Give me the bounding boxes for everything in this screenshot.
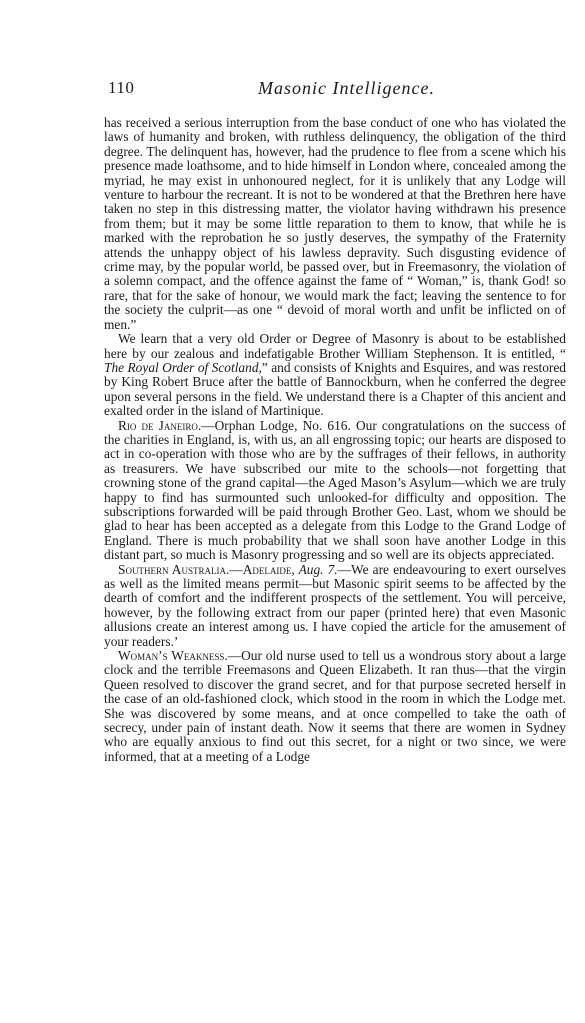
paragraph-rio-de-janeiro	[104, 419, 566, 563]
paragraph-text: ” and consists of Knights and Esquires, and was restored by King Robert Bruce after the battle of Bannockburn, when he conferred the degree upon several persons in the field. We understand there is a Chapter of this ancient and exalted order in the island of Martinique.	[104, 359, 566, 419]
page-header	[106, 78, 568, 102]
place-heading: —Adelaide,	[229, 561, 295, 577]
paragraph-text: —Our old nurse used to tell us a wondrous story about a large clock and the terrible Freemasons and Queen Elizabeth. It ran thus—that the virgin Queen resolved to discover the grand secret, and for that purpose secreted herself in the case of an old-fashioned clock, which stood in the room in which the Lodge met. She was discovered by some means, and at once compelled to take the oath of secrecy, under pain of instant death. Now it seems that there are women in Sydney who are equally anxious to find out this secret, for a night or two since, we were informed, that at a meeting of a Lodge	[104, 648, 567, 764]
dateline: Aug. 7.	[294, 561, 338, 577]
order-title: The Royal Order of Scotland,	[104, 359, 262, 375]
section-heading: Rio de Janeiro.	[118, 417, 202, 433]
paragraph-text: —We are endeavouring to exert ourselves as well as the limited means permit—but Masonic spirit seems to be affected by the dearth of comfort and the indifferent prospects of the settlement. You will perceive, however, by the following extract from our paper (printed here) that even Masonic allusions create an interest among us. I have copied the article for the amusement of your readers.’	[104, 561, 566, 649]
paragraph-southern-australia	[104, 563, 566, 649]
paragraph-womans-weakness	[104, 649, 566, 764]
section-heading: Southern Australia.	[118, 561, 230, 577]
paragraph-text: —Orphan Lodge, No. 616. Our congratulations on the success of the charities in England, is, with us, an all engrossing topic; our hearts are disposed to act in co-operation with those who are by the suffrages of their fellows, in authority as treasurers. We have subscribed our mite to the schools—not forgetting that crowning stone of the grand capital—the Aged Mason’s Asylum—which we are truly happy to find has surmounted such unlooked-for difficulty and opposition. The subscriptions forwarded will be paid through Brother Geo. Last, whom we should be glad to hear has been accepted as a delegate from this Lodge to the Grand Lodge of England. There is much probability that we shall soon have another Lodge in this distant part, so much is Masonry progressing and so well are its objects appreciated.	[104, 417, 566, 563]
page-number: 110	[108, 78, 135, 97]
page-body	[104, 116, 566, 764]
section-heading: Woman’s Weakness.	[118, 648, 228, 664]
paragraph-continued: has received a serious interruption from the base conduct of one who has violated the laws of humanity and broken, with ruthless delinquency, the obligation of the third degree. The delinquent has, however, had the prudence to flee from a scene which his presence made loathsome, and to hide himself in London where, concealed among the myriad, he may exist in unhonoured neglect, for it is unlikely that any Lodge will venture to harbour the recreant. It is not to be wondered at that the Brethren here have taken no step in this distressing matter, the violator having withdrawn his presence from them; but it may be some little reparation to them to know, that while he is marked with the reprobation he so justly deserves, the sympathy of the Fraternity attends the unhappy object of his lawless depravity. Such disgusting evidence of crime may, by the popular world, be passed over, but in Freemasonry, the violation of a solemn compact, and the offence against the fame of “ Woman,” is, thank God! so rare, that for the sake of honour, we would mark the fact; leaving the sentence to for the society the culprit—as one “ devoid of moral worth and unfit be inflicted on of men.”	[104, 115, 566, 332]
paragraph-royal-order	[104, 332, 566, 418]
paragraph-text: We learn that a very old Order or Degree of Masonry is about to be established here by our zealous and indefatigable Brother William Stephenson. It is entitled, “	[104, 331, 566, 361]
running-title: Masonic Intelligence.	[258, 78, 435, 98]
